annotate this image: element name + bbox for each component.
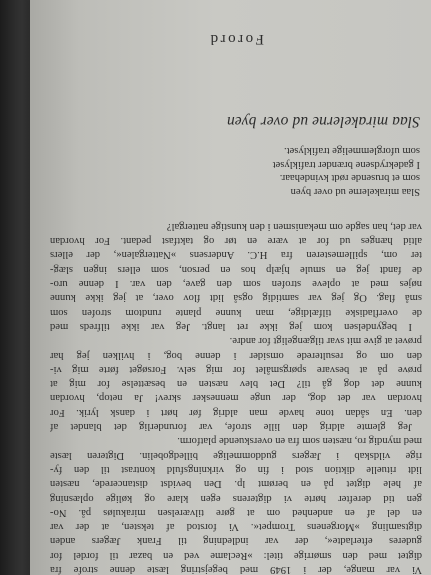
body-line: var det, han sagde om mekanismen i den kunstige nattergal? xyxy=(166,220,422,232)
body-line: de fandt jeg en smule hjælp hos en person, som ellers ingen slæg- xyxy=(50,263,422,275)
body-line: Jeg glemte aldrig den lille strofe, var forunderlig det blandet af xyxy=(50,421,412,433)
body-line: kunne det dog gå til? Det blev næsten en besættelse for mig at xyxy=(50,378,422,390)
poem-line: som et brusende rødt kvindehaar. xyxy=(279,172,420,184)
rotated-page-header xyxy=(30,0,431,575)
poem-line: som uforglemmelige trafiklyset. xyxy=(283,145,420,157)
body-line: den om og resulterede omsider i denne bog, i hvilken jeg har xyxy=(50,349,422,361)
body-line: den. En sådan tone havde man aldrig før hørt i dansk lyrik. For xyxy=(50,406,422,418)
poem-line: I gadekrydsene brænder trafiklyset xyxy=(272,158,420,170)
body-line: digtet med den smørrige titel: »Reclame ved en bazar til fordel for xyxy=(50,549,422,561)
body-line: med myndig ro, næsten som fra en overskuende platform. xyxy=(177,435,422,447)
body-line: lidt rituelle diktion stod i fin og virkningsfuld kontrast til den fy- xyxy=(50,463,422,475)
page-subtitle: Slaa mirakelerne ud over byen xyxy=(226,113,420,130)
body-line: de overfladiske tilfældige, man kunne plante rundtom strofen som xyxy=(50,306,422,318)
epigraph-poem xyxy=(60,144,420,198)
body-line: prøvet at give mit svar tilgængeligt for andre. xyxy=(229,335,422,347)
body-line: prøve på at besvare spørgsmålet for mig selv. Forsøget førte mig vi- xyxy=(50,363,422,375)
body-line: ter om, spillemesteren fra H.C. Andersens »Nattergalen«, der ellers xyxy=(50,249,422,261)
body-line: hvordan var det dog, der unge mennesker skrev! Ja netop, hvordan xyxy=(50,392,422,404)
page-heading: Forord xyxy=(208,31,264,47)
body-line: nøjes med at opleve strofen som den gave, den var. I denne uro- xyxy=(50,278,422,290)
body-line: rige vildskab i Jægers guddommelige billedgobelin. Digteren læste xyxy=(50,449,422,461)
body-line: guderes efterladte«, der var indledning til Frank Jægers anden xyxy=(50,535,422,547)
body-line: digtsamling »Morgenens Trompet«. Vi forstod af teksten, at der var xyxy=(50,521,422,533)
body-line: altid hænges ud for at være en tør og taktfast pedant. For hvordan xyxy=(50,235,422,247)
body-line: I begyndelsen kom jeg ikke ret langt. Jeg var ikke tilfreds med xyxy=(50,320,412,332)
body-line: Vi var mange, der i 1949 med begejstring læste denne strofe fra xyxy=(50,564,422,575)
body-line: af hele digtet på en berømt lp. Den bevidst distancerede, næsten xyxy=(50,478,422,490)
body-line: gen tid derefter hørte vi digterens egen klare og kølige oplæsning xyxy=(50,492,422,504)
body-line: en del af en andenhed om at gøre tilværelsen mirakuløs på. No- xyxy=(50,506,422,518)
poem-line: Slaa mirakelerne ud over byen xyxy=(290,185,420,197)
body-line: små flag. Og jeg var samtidig også lidt flov over, at jeg ikke kunne xyxy=(50,292,422,304)
